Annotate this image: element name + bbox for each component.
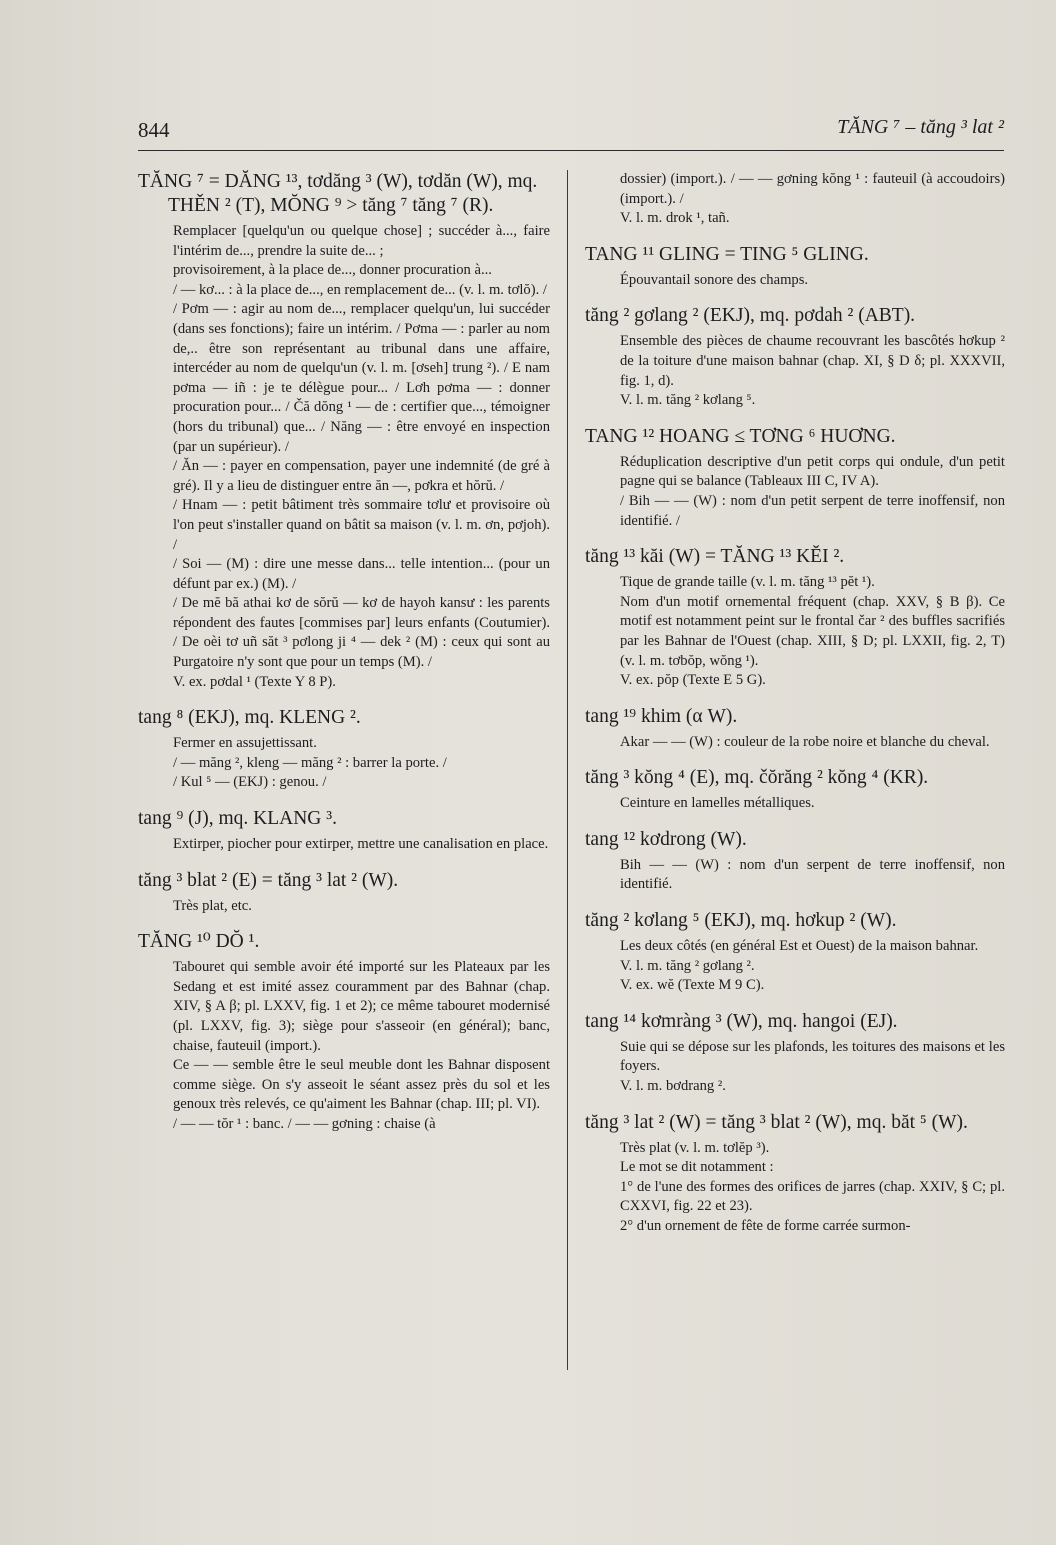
definition-paragraph: V. l. m. tăng ² kơlang ⁵. bbox=[620, 392, 756, 409]
entry-headword: tăng ² kơlang ⁵ (EKJ), mq. hơkup ² (W). bbox=[585, 910, 897, 932]
running-head bbox=[138, 112, 1004, 146]
dictionary-entry bbox=[585, 243, 1005, 291]
definition-paragraph: V. l. m. bơdrang ². bbox=[620, 1078, 726, 1095]
entry-headword: tang ⁸ (EKJ), mq. KLENG ². bbox=[138, 707, 361, 729]
definition-paragraph: / Pơm — : agir au nom de..., remplacer quelqu'un, lui succéder (dans ses fonctions); faire un intérim. / Pơma — : parler au nom de,.. être son représentant au tribunal dans une affaire, intercéder au nom de quelqu'un (v. l. m. [ơseh] trung ²). / E nam pơma — iñ : je te délègue pour... / Lơh pơma — : donner procuration pour... / Čă dŏng ¹ — de : certifier que..., témoigner (hors du tribunal) que... / Năng — : être envoyé en inspection (par un supérieur). / bbox=[173, 301, 550, 455]
dictionary-entry bbox=[585, 304, 1005, 410]
entry-headword: tang ¹² kơdrong (W). bbox=[585, 828, 747, 850]
definition-paragraph: provisoirement, à la place de..., donner procuration à... bbox=[173, 262, 492, 279]
definition-paragraph: 1° de l'une des formes des orifices de jarres (chap. XXIV, § C; pl. CXXVI, fig. 22 et 23). bbox=[620, 1178, 1005, 1215]
column-divider bbox=[567, 170, 568, 1370]
header-rule bbox=[138, 150, 1004, 151]
left-column bbox=[138, 170, 550, 1149]
dictionary-entry bbox=[585, 545, 1005, 691]
entry-headword: tăng ² gơlang ² (EKJ), mq. pơdah ² (ABT). bbox=[585, 305, 916, 327]
definition-paragraph: Tabouret qui semble avoir été importé sur les Plateaux par les Sedang et est imité assez couramment par des Bahnar (chap. XIV, § A β; pl. LXXV, fig. 1 et 2); ce même tabouret modernisé (pl. LXXV, fig. 3); siège pour s'asseoir (en général); banc, chaise, fauteuil (import.). bbox=[173, 959, 550, 1054]
dictionary-entry bbox=[138, 930, 550, 1134]
entry-definition bbox=[585, 1139, 1005, 1237]
right-column bbox=[585, 170, 1005, 1251]
definition-paragraph: / Kul ⁵ — (EKJ) : genou. / bbox=[173, 774, 327, 791]
entry-headword: tăng ³ kŏng ⁴ (E), mq. čŏrăng ² kŏng ⁴ (KR). bbox=[585, 767, 929, 789]
definition-paragraph: Nom d'un motif ornemental fréquent (chap. XXV, § B β). Ce motif est notamment peint sur le frontal čar ² des buffles sacrifiés par les Bahnar de l'Ouest (chap. XIII, § D; pl. LXXII, fig. 2, T) (v. l. m. tơbŏp, wŏng ¹). bbox=[620, 593, 1005, 669]
definition-paragraph: Tique de grande taille (v. l. m. tăng ¹³ pĕt ¹). bbox=[620, 574, 875, 591]
dictionary-entry bbox=[585, 1010, 1005, 1097]
entry-headword: tăng ¹³ kăi (W) = TĂNG ¹³ KĔI ². bbox=[585, 546, 845, 568]
definition-paragraph: V. l. m. drok ¹, tañ. bbox=[620, 210, 730, 227]
definition-paragraph: Très plat, etc. bbox=[173, 897, 252, 914]
entry-definition bbox=[585, 332, 1005, 410]
entry-definition bbox=[585, 1038, 1005, 1097]
definition-paragraph: Remplacer [quelqu'un ou quelque chose] ; succéder à..., faire l'intérim de..., prendre la suite de... ; bbox=[173, 223, 550, 259]
dictionary-entry bbox=[585, 828, 1005, 895]
entry-definition bbox=[138, 958, 550, 1134]
dictionary-entry bbox=[585, 170, 1005, 229]
page-number: 844 bbox=[138, 118, 170, 142]
entry-headword: TĂNG ¹⁰ DŎ ¹. bbox=[138, 931, 260, 953]
definition-paragraph: / Bih — — (W) : nom d'un petit serpent de terre inoffensif, non identifié. / bbox=[620, 492, 1005, 529]
definition-paragraph: 2° d'un ornement de fête de forme carrée surmon- bbox=[620, 1218, 911, 1234]
definition-paragraph: / — măng ², kleng — măng ² : barrer la porte. / bbox=[173, 754, 447, 771]
definition-paragraph: V. ex. pŏp (Texte E 5 G). bbox=[620, 672, 766, 689]
entry-headword: TĂNG ⁷ = DĂNG ¹³, tơdăng ³ (W), tơdăn (W), mq. THĚN ² (T), MŎNG ⁹ > tăng ⁷ tăng ⁷ (R). bbox=[138, 171, 538, 216]
definition-paragraph: / Ăn — : payer en compensation, payer une indemnité (de gré à gré). Il y a lieu de distinguer entre ăn —, pơkra et hŏrŭ. / bbox=[173, 458, 550, 494]
entry-definition bbox=[585, 170, 1005, 229]
entry-headword: TANG ¹¹ GLING = TING ⁵ GLING. bbox=[585, 243, 869, 265]
entry-headword: TANG ¹² HOANG ≤ TƠNG ⁶ HUƠNG. bbox=[585, 425, 896, 447]
dictionary-entry bbox=[585, 766, 1005, 814]
entry-headword: tăng ³ blat ² (E) = tăng ³ lat ² (W). bbox=[138, 869, 399, 891]
entry-definition bbox=[138, 222, 550, 692]
dictionary-entry bbox=[585, 1111, 1005, 1237]
entry-headword: tang ¹⁹ khim (α W). bbox=[585, 705, 738, 727]
definition-paragraph: / Hnam — : petit bâtiment très sommaire tơlư et provisoire où l'on peut s'installer quand on bâtit sa maison (v. l. m. ơn, pơjoh). / bbox=[173, 497, 550, 553]
dictionary-entry bbox=[585, 425, 1005, 531]
definition-paragraph: dossier) (import.). / — — gơning kŏng ¹ : fauteuil (à accoudoirs) (import.). / bbox=[620, 171, 1005, 207]
definition-paragraph: / — kơ... : à la place de..., en remplacement de... (v. l. m. tơlŏ). / bbox=[173, 281, 547, 298]
entry-definition bbox=[585, 937, 1005, 996]
definition-paragraph: Le mot se dit notamment : bbox=[620, 1159, 774, 1176]
definition-paragraph: Fermer en assujettissant. bbox=[173, 735, 317, 752]
entry-definition bbox=[585, 733, 1005, 753]
entry-definition bbox=[585, 794, 1005, 814]
definition-paragraph: / Soi — (M) : dire une messe dans... telle intention... (pour un défunt par ex.) (M). / bbox=[173, 556, 550, 592]
definition-paragraph: Extirper, piocher pour extirper, mettre une canalisation en place. bbox=[173, 836, 549, 853]
definition-paragraph: V. ex. pơdal ¹ (Texte Y 8 P). bbox=[173, 673, 336, 690]
entry-definition bbox=[138, 734, 550, 793]
dictionary-entry bbox=[585, 909, 1005, 996]
definition-paragraph: Ensemble des pièces de chaume recouvrant les bascôtés hơkup ² de la toiture d'une maison bahnar (chap. XI, § D δ; pl. XXXVII, fig. 1, d). bbox=[620, 333, 1005, 389]
dictionary-entry bbox=[138, 807, 550, 855]
definition-paragraph: Ceinture en lamelles métalliques. bbox=[620, 795, 815, 812]
definition-paragraph: V. l. m. tăng ² gơlang ². bbox=[620, 957, 755, 974]
entry-definition bbox=[138, 897, 550, 917]
definition-paragraph: Ce — — semble être le seul meuble dont les Bahnar disposent comme siège. On s'y asseoit le séant assez près du sol et les genoux très relevés, ce qu'aiment les Bahnar (chap. III; pl. VI). bbox=[173, 1057, 550, 1113]
definition-paragraph: Suie qui se dépose sur les plafonds, les toitures des maisons et les foyers. bbox=[620, 1038, 1005, 1075]
entry-definition bbox=[138, 835, 550, 855]
entry-definition bbox=[585, 856, 1005, 895]
entry-headword: tăng ³ lat ² (W) = tăng ³ blat ² (W), mq. băt ⁵ (W). bbox=[585, 1111, 968, 1133]
entry-definition bbox=[585, 271, 1005, 291]
definition-paragraph: / De mĕ bă athai kơ de sŏrŭ — kơ de hayoh kansư : les parents répondent des fautes [commises par] leurs enfants (Coutumier). / De oèi tơ uñ săt ³ pơlong ji ⁴ — dek ² (M) : ceux qui sont au Purgatoire n'y sont que pour un temps (M). / bbox=[173, 595, 550, 671]
entry-headword: tang ¹⁴ kơmràng ³ (W), mq. hangoi (EJ). bbox=[585, 1010, 898, 1032]
dictionary-entry bbox=[585, 705, 1005, 753]
definition-paragraph: Les deux côtés (en général Est et Ouest) de la maison bahnar. bbox=[620, 938, 979, 955]
definition-paragraph: V. ex. wĕ (Texte M 9 C). bbox=[620, 977, 765, 994]
definition-paragraph: Akar — — (W) : couleur de la robe noire et blanche du cheval. bbox=[620, 733, 990, 750]
definition-paragraph: Épouvantail sonore des champs. bbox=[620, 271, 809, 288]
definition-paragraph: Bih — — (W) : nom d'un serpent de terre inoffensif, non identifié. bbox=[620, 856, 1005, 893]
running-title: TĂNG ⁷ – tăng ³ lat ² bbox=[837, 116, 1004, 138]
entry-definition bbox=[585, 573, 1005, 691]
dictionary-entry bbox=[138, 706, 550, 793]
dictionary-entry bbox=[138, 170, 550, 692]
definition-paragraph: Très plat (v. l. m. tơlĕp ³). bbox=[620, 1139, 770, 1156]
dictionary-entry bbox=[138, 869, 550, 917]
definition-paragraph: Réduplication descriptive d'un petit corps qui ondule, d'un petit pagne qui se balance (Tableaux III C, IV A). bbox=[620, 453, 1005, 490]
entry-headword: tang ⁹ (J), mq. KLANG ³. bbox=[138, 808, 337, 830]
entry-definition bbox=[585, 453, 1005, 531]
definition-paragraph: / — — tŏr ¹ : banc. / — — gơning : chaise (à bbox=[173, 1115, 436, 1132]
